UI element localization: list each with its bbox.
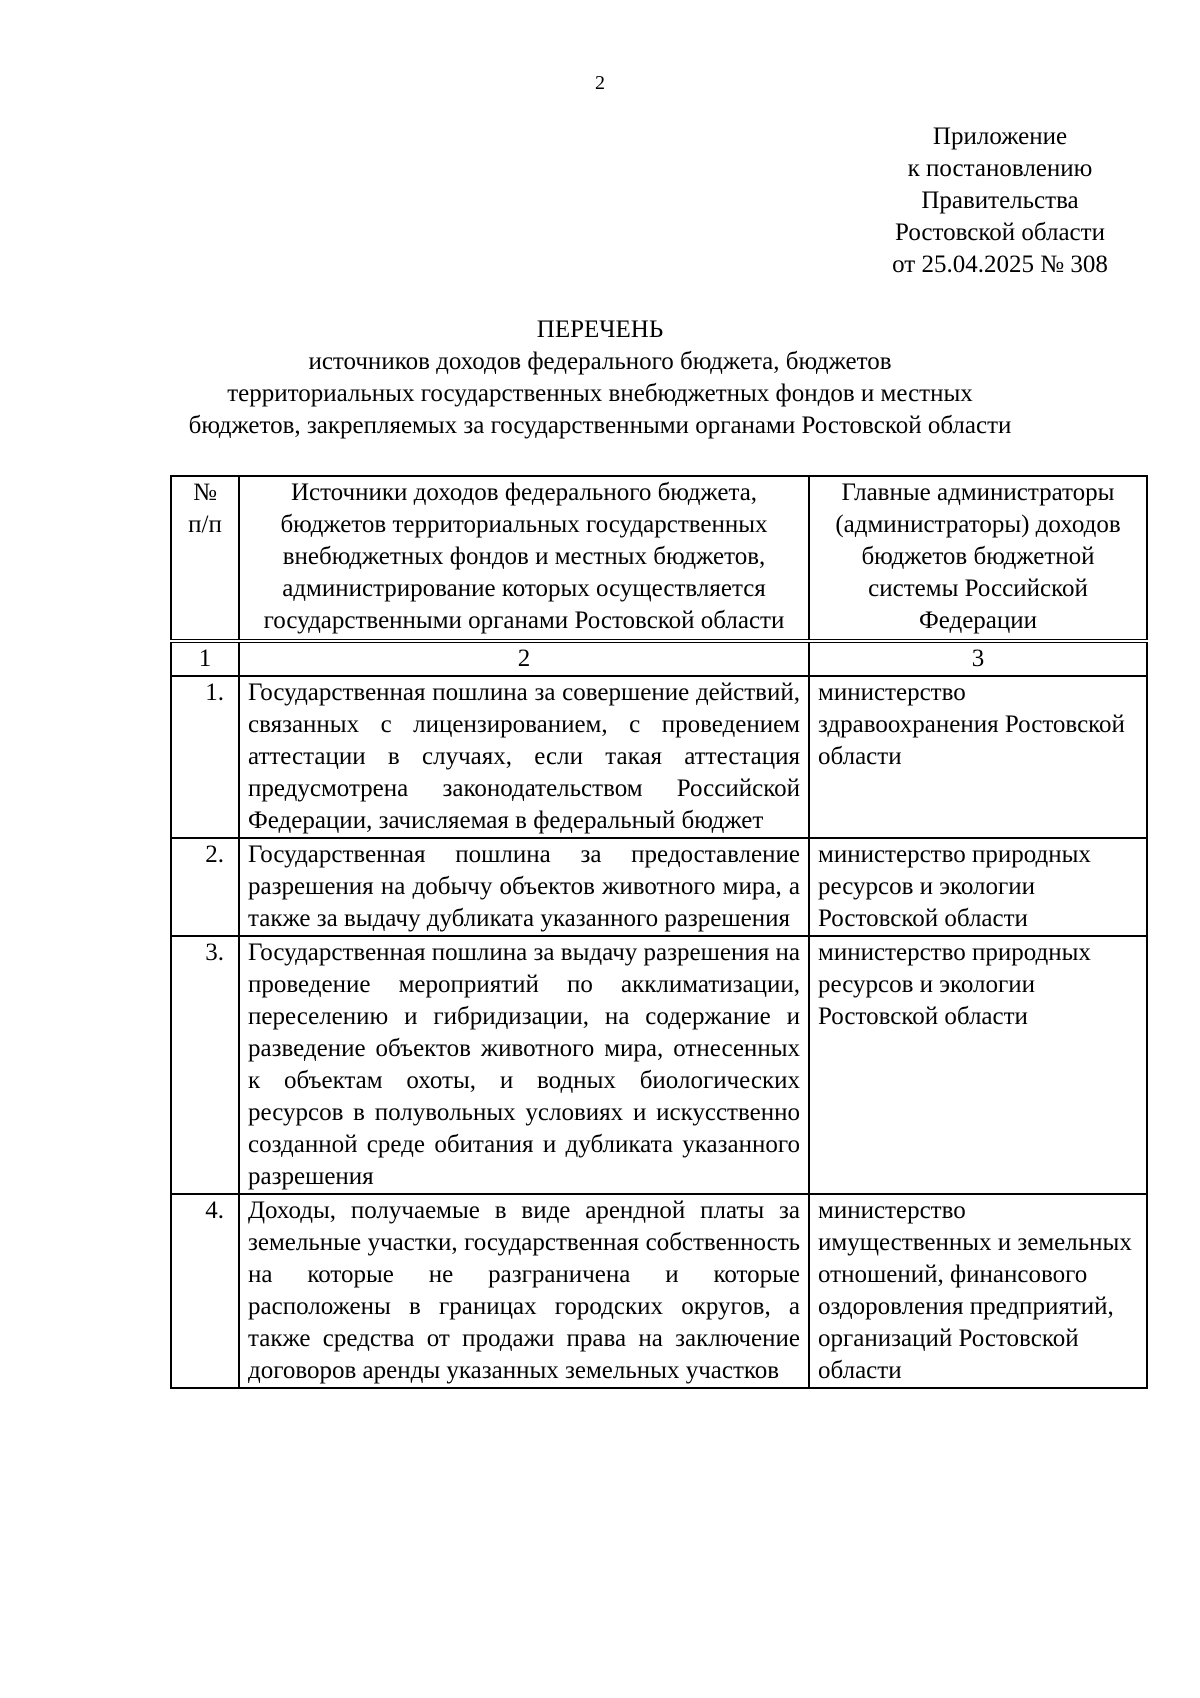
title-heading: ПЕРЕЧЕНЬ [536,316,664,343]
table-row [171,1194,1147,1388]
row-admin: министерство здравоохранения Ростовской области [809,676,1147,838]
title-line: бюджетов, закрепляемых за государственными органами Ростовской области [188,412,1012,439]
title-line: источников доходов федерального бюджета, бюджетов [308,348,892,375]
appendix-line: Правительства [921,187,1079,214]
row-number: 3. [171,936,239,1194]
row-source: Государственная пошлина за предоставление разрешения на добычу объектов животного мира, а также за выдачу дубликата указанного разрешения [239,838,809,936]
table-row [171,838,1147,936]
row-source: Государственная пошлина за совершение действий, связанных с лицензированием, с проведением аттестации в случаях, если такая аттестация предусмотрена законодательством Российской Федерации, зачисляемая в федеральный бюджет [239,676,809,838]
header-sources: Источники доходов федерального бюджета, бюджетов территориальных государственных внебюджетных фондов и местных бюджетов, администрирование которых осуществляется государственными органами Ростовской области [239,476,809,641]
header-num: № п/п [171,476,239,641]
column-number: 3 [809,641,1147,676]
appendix-block [840,121,1160,281]
row-admin: министерство имущественных и земельных отношений, финансового оздоровления предприятий, организаций Ростовской области [809,1194,1147,1388]
table-row [171,936,1147,1194]
row-source: Государственная пошлина за выдачу разрешения на проведение мероприятий по акклиматизации, переселению и гибридизации, на содержание и разведение объектов животного мира, отнесенных к объектам охоты, и водных биологических ресурсов в полувольных условиях и искусственно созданной среде обитания и дубликата указанного разрешения [239,936,809,1194]
appendix-line: к постановлению [907,155,1093,182]
sources-table [170,475,1148,1389]
column-number: 2 [239,641,809,676]
page-number: 2 [595,72,605,94]
row-number: 4. [171,1194,239,1388]
appendix-line: Приложение [932,123,1068,150]
appendix-line: Ростовской области [895,219,1105,246]
row-number: 2. [171,838,239,936]
row-source: Доходы, получаемые в виде арендной платы за земельные участки, государственная собственность на которые не разграничена и которые расположены в границах городских округов, а также средства от продажи права на заключение договоров аренды указанных земельных участков [239,1194,809,1388]
table-header-row [171,476,1147,641]
title-line: территориальных государственных внебюджетных фондов и местных [227,380,973,407]
column-number: 1 [171,641,239,676]
row-admin: министерство природных ресурсов и экологии Ростовской области [809,936,1147,1194]
row-admin: министерство природных ресурсов и экологии Ростовской области [809,838,1147,936]
table-row [171,676,1147,838]
document-title [150,314,1050,442]
row-number: 1. [171,676,239,838]
column-numbers-row [171,641,1147,676]
appendix-line: от 25.04.2025 № 308 [892,251,1108,278]
header-admins: Главные администраторы (администраторы) доходов бюджетов бюджетной системы Российской Федерации [809,476,1147,641]
